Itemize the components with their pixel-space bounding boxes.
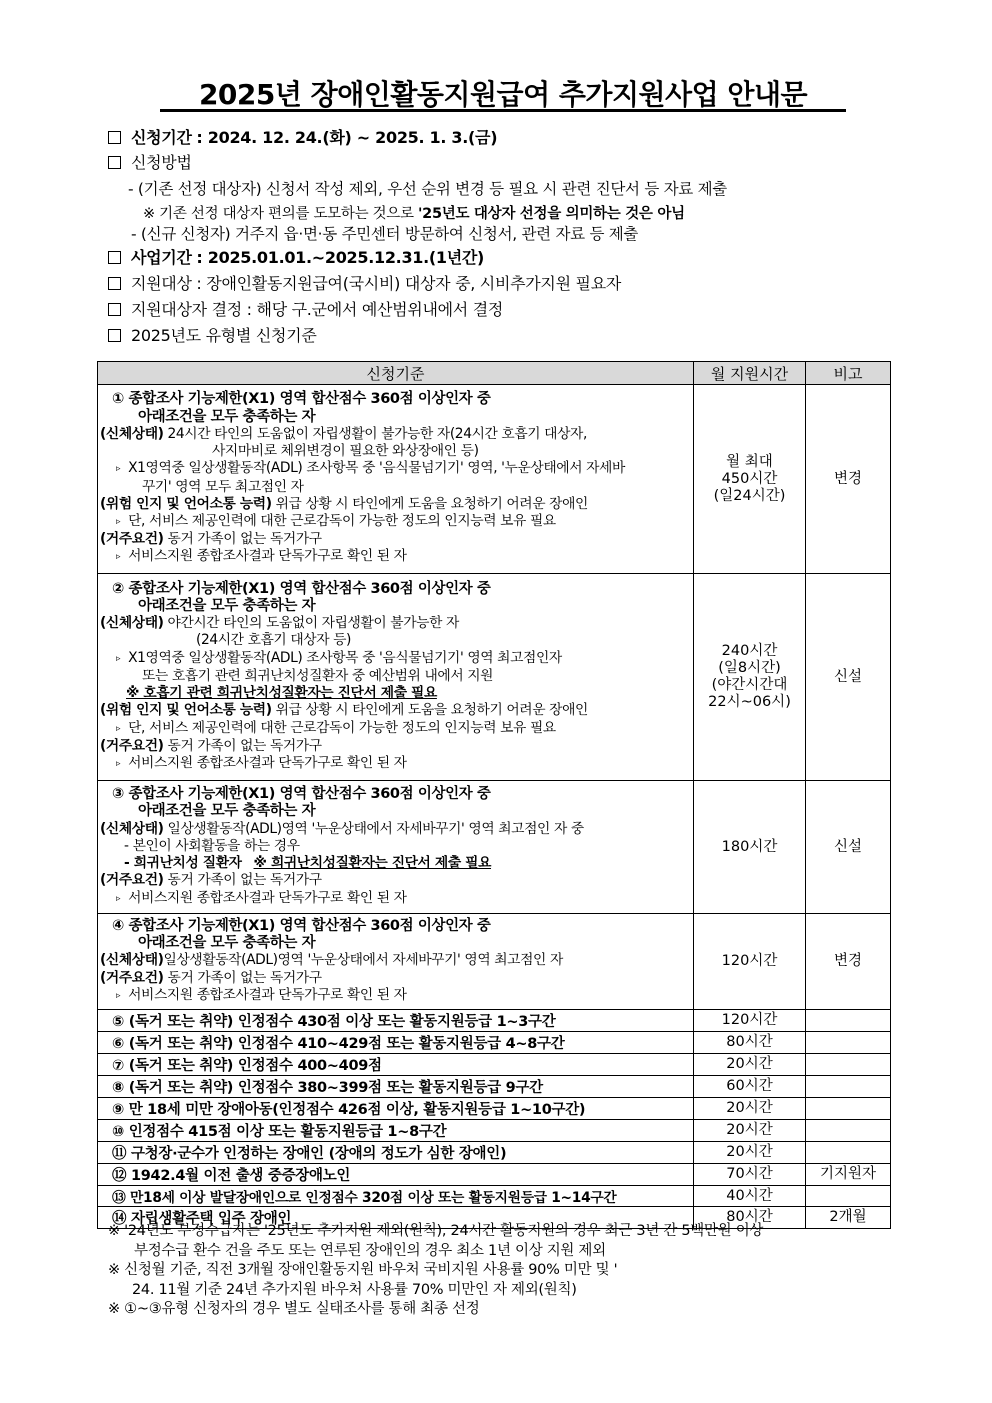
criteria-line	[112, 890, 689, 908]
criteria-cell: ⑭ 자립생활주택 입주 장애인	[98, 1207, 694, 1229]
table-row	[98, 1142, 891, 1164]
note-cell: 신설	[806, 574, 891, 781]
hours-cell: 40시간	[694, 1186, 806, 1207]
condition-text: 동거 가족이 없는 독거가구	[163, 872, 322, 889]
method-existing-note	[143, 203, 685, 225]
method-existing: - (기존 선정 대상자) 신청서 작성 제외, 우선 순위 변경 등 필요 시 관련 진단서 등 자료 제출	[128, 180, 727, 198]
application-period	[108, 127, 497, 149]
criteria-cell: ⑦ (독거 또는 취약) 인정점수 400~409점	[98, 1054, 694, 1076]
condition-text: 위급 상황 시 타인에게 도움을 요청하기 어려운 장애인	[271, 702, 588, 719]
criteria-line: 사지마비로 체위변경이 필요한 와상장애인 등)	[212, 443, 479, 460]
checkbox-square-icon	[108, 251, 121, 264]
business-period	[108, 247, 484, 269]
condition-text: 동거 가족이 없는 독거가구	[163, 531, 322, 548]
criteria-line	[100, 531, 689, 548]
criteria-cell	[98, 914, 694, 1010]
triangle-bullet-icon: ▹	[116, 723, 121, 734]
checkbox-square-icon	[108, 329, 121, 342]
criteria-cell: ⑩ 인정점수 415점 이상 또는 활동지원등급 1~8구간	[98, 1120, 694, 1142]
note-cell	[806, 1120, 891, 1142]
method-new: - (신규 신청자) 거주지 읍·면·동 주민센터 방문하여 신청서, 관련 자료 등 제출	[131, 225, 639, 243]
support-decision	[108, 299, 503, 321]
criteria-line	[112, 720, 689, 738]
criteria-heading	[108, 325, 317, 347]
hours-cell: 120시간	[694, 914, 806, 1010]
note-cell	[806, 1054, 891, 1076]
criteria-text: X1영역중 일상생활동작(ADL) 조사항목 중 '음식물넘기기' 영역 최고점인자	[128, 649, 562, 666]
criteria-line: ③ 종합조사 기능제한(X1) 영역 합산점수 360점 이상인자 중	[112, 786, 491, 803]
criteria-line	[100, 702, 689, 719]
criteria-cell: ⑬ 만18세 이상 발달장애인으로 인정점수 320점 이상 또는 활동지원등급 1~14구간	[98, 1186, 694, 1207]
table-row	[98, 914, 891, 1010]
criteria-line	[100, 496, 689, 513]
table-row	[98, 1164, 891, 1186]
criteria-line: 아래조건을 모두 충족하는 자	[138, 935, 316, 952]
criteria-line	[112, 987, 689, 1005]
condition-text: - 희귀난치성 질환자	[124, 855, 242, 872]
criteria-line: 꾸기' 영역 모두 최고점인 자	[142, 478, 304, 495]
hours-cell: 70시간	[694, 1164, 806, 1186]
criteria-line	[100, 952, 689, 969]
hours-cell: 120시간	[694, 1010, 806, 1032]
hours-cell: 20시간	[694, 1054, 806, 1076]
hours-line: (야간시간대	[711, 677, 788, 693]
criteria-line	[100, 872, 689, 889]
condition-label: (거주요건)	[100, 872, 164, 889]
note-cell: 신설	[806, 781, 891, 914]
criteria-line	[100, 821, 689, 838]
condition-text: 일상생활동작(ADL)영역 '누운상태에서 자세바꾸기' 영역 최고점인 자 중	[163, 820, 584, 837]
criteria-line: ① 종합조사 기능제한(X1) 영역 합산점수 360점 이상인자 중	[112, 391, 491, 408]
criteria-table	[97, 361, 891, 1229]
hours-line: 월 최대	[726, 453, 773, 470]
table-row	[98, 1010, 891, 1032]
hours-line: 450시간	[721, 470, 778, 487]
footnotes	[108, 1222, 763, 1320]
footnote-line: ※ 신청월 기준, 직전 3개월 장애인활동지원 바우처 국비지원 사용률 90% 미만 및 '	[108, 1262, 618, 1278]
triangle-bullet-icon: ▹	[116, 990, 121, 1001]
hours-line: 240시간	[721, 643, 778, 659]
note-cell	[806, 1098, 891, 1120]
application-method-label: 신청방법	[131, 153, 192, 172]
support-target	[108, 273, 621, 295]
checkbox-square-icon	[108, 131, 121, 144]
hours-cell: 20시간	[694, 1142, 806, 1164]
hours-cell: 20시간	[694, 1098, 806, 1120]
header-hours: 월 지원시간	[694, 362, 806, 385]
criteria-line: ② 종합조사 기능제한(X1) 영역 합산점수 360점 이상인자 중	[112, 580, 491, 597]
hours-cell: 20시간	[694, 1120, 806, 1142]
condition-text: 동거 가족이 없는 독거가구	[163, 737, 322, 754]
criteria-line	[112, 513, 689, 531]
criteria-text: 서비스지원 종합조사결과 단독가구로 확인 된 자	[128, 986, 407, 1003]
triangle-bullet-icon: ▹	[116, 758, 121, 769]
criteria-heading-text: 2025년도 유형별 신청기준	[131, 326, 317, 345]
business-period-label: 사업기간	[131, 248, 192, 267]
note-cell	[806, 1010, 891, 1032]
condition-label: (신체상태)	[100, 952, 164, 969]
footnote-line: 부정수급 환수 건을 주도 또는 연루된 장애인의 경우 최소 1년 이상 지원 제외	[134, 1242, 606, 1259]
condition-label: (위험 인지 및 언어소통 능력)	[100, 702, 272, 719]
note-cell	[806, 1186, 891, 1207]
footnote-line: ※ '24년도 부정수급자는 '25년도 추가지원 제외(원칙), 24시간 활동지원의 경우 최근 3년 간 5백만원 이상	[108, 1223, 764, 1239]
checkbox-square-icon	[108, 303, 121, 316]
page-title: 2025년 장애인활동지원급여 추가지원사업 안내문	[198, 78, 808, 111]
note-cell: 변경	[806, 914, 891, 1010]
hours-cell: 80시간	[694, 1207, 806, 1229]
criteria-line	[100, 426, 689, 443]
criteria-cell: ⑫ 1942.4월 이전 출생 중증장애노인	[98, 1164, 694, 1186]
table-row	[98, 1120, 891, 1142]
hours-cell	[694, 385, 806, 574]
criteria-text: 서비스지원 종합조사결과 단독가구로 확인 된 자	[128, 548, 407, 565]
table-row	[98, 1054, 891, 1076]
table-row	[98, 1076, 891, 1098]
header-note: 비고	[806, 362, 891, 385]
hours-line: (일24시간)	[713, 487, 786, 504]
triangle-bullet-icon: ▹	[116, 552, 121, 563]
header-criteria: 신청기준	[98, 362, 694, 385]
criteria-text: X1영역중 일상생활동작(ADL) 조사항목 중 '음식물넘기기' 영역, '누운상태에서 자세바	[128, 460, 625, 477]
criteria-line	[112, 855, 689, 872]
criteria-text: 단, 서비스 제공인력에 대한 근로감독이 가능한 정도의 인지능력 보유 필요	[128, 512, 556, 529]
condition-text: 야간시간 타인의 도움없이 자립생활이 불가능한 자	[163, 615, 459, 632]
criteria-line: 아래조건을 모두 충족하는 자	[138, 803, 316, 820]
condition-label: (거주요건)	[100, 737, 164, 754]
criteria-line: - 본인이 사회활동을 하는 경우	[124, 837, 300, 854]
condition-label: (신체상태)	[100, 615, 164, 632]
criteria-line	[112, 755, 689, 773]
hours-line: (일8시간)	[718, 660, 781, 676]
hours-cell: 80시간	[694, 1032, 806, 1054]
note-cell	[806, 1076, 891, 1098]
criteria-cell: ⑥ (독거 또는 취약) 인정점수 410~429점 또는 활동지원등급 4~8구간	[98, 1032, 694, 1054]
table-header-row	[98, 362, 891, 385]
checkbox-square-icon	[108, 277, 121, 290]
criteria-line: ④ 종합조사 기능제한(X1) 영역 합산점수 360점 이상인자 중	[112, 917, 491, 934]
table-row	[98, 1186, 891, 1207]
condition-text: 동거 가족이 없는 독거가구	[163, 969, 322, 986]
criteria-line: (24시간 호흡기 대상자 등)	[196, 632, 352, 649]
support-target-text: 지원대상 : 장애인활동지원급여(국시비) 대상자 중, 시비추가지원 필요자	[131, 274, 622, 293]
criteria-line	[112, 548, 689, 566]
table-row	[98, 781, 891, 914]
support-decision-text: 지원대상자 결정 : 해당 구.군에서 예산범위내에서 결정	[131, 300, 504, 319]
criteria-line	[112, 460, 689, 478]
condition-text: 일상생활동작(ADL)영역 '누운상태에서 자세바꾸기' 영역 최고점인 자	[163, 952, 563, 969]
criteria-text: 서비스지원 종합조사결과 단독가구로 확인 된 자	[128, 754, 407, 771]
condition-label: (거주요건)	[100, 969, 164, 986]
criteria-cell	[98, 781, 694, 914]
condition-label: (거주요건)	[100, 531, 164, 548]
criteria-line	[100, 615, 689, 632]
criteria-cell: ⑪ 구청장·군수가 인정하는 장애인 (장애의 정도가 심한 장애인)	[98, 1142, 694, 1164]
criteria-cell: ⑧ (독거 또는 취약) 인정점수 380~399점 또는 활동지원등급 9구간	[98, 1076, 694, 1098]
method-existing-note-plain: ※ 기존 선정 대상자 편의를 도모하는 것으로	[143, 206, 419, 222]
business-period-value: : 2025.01.01.~2025.12.31.(1년간)	[196, 248, 485, 267]
criteria-line: 아래조건을 모두 충족하는 자	[138, 408, 316, 425]
footnote-line: 24. 11월 기준 24년 추가지원 바우처 사용률 70% 미만인 자 제외(원칙)	[132, 1281, 577, 1298]
note-cell: 2개월	[806, 1207, 891, 1229]
condition-text: 위급 상황 시 타인에게 도움을 요청하기 어려운 장애인	[271, 495, 588, 512]
criteria-cell: ⑤ (독거 또는 취약) 인정점수 430점 이상 또는 활동지원등급 1~3구간	[98, 1010, 694, 1032]
condition-text: 24시간 타인의 도움없이 자립생활이 불가능한 자(24시간 호흡기 대상자,	[163, 425, 587, 442]
application-method	[108, 152, 192, 174]
criteria-cell: ⑨ 만 18세 미만 장애아동(인정점수 426점 이상, 활동지원등급 1~10구간)	[98, 1098, 694, 1120]
condition-label: (신체상태)	[100, 820, 164, 837]
note-cell: 변경	[806, 385, 891, 574]
criteria-line: 아래조건을 모두 충족하는 자	[138, 598, 316, 615]
triangle-bullet-icon: ▹	[116, 893, 121, 904]
hours-cell: 180시간	[694, 781, 806, 914]
triangle-bullet-icon: ▹	[116, 464, 121, 475]
application-period-label: 신청기간	[131, 128, 192, 147]
note-cell: 기지원자	[806, 1164, 891, 1186]
criteria-line: 또는 호흡기 관련 희귀난치성질환자 중 예산범위 내에서 지원	[142, 667, 494, 684]
triangle-bullet-icon: ▹	[116, 653, 121, 664]
criteria-line	[100, 738, 689, 755]
title-underline	[160, 109, 846, 112]
criteria-cell	[98, 385, 694, 574]
table-row	[98, 385, 891, 574]
footnote-line: ※ ①~③유형 신청자의 경우 별도 실태조사를 통해 최종 선정	[108, 1301, 480, 1317]
hours-cell	[694, 574, 806, 781]
triangle-bullet-icon: ▹	[116, 516, 121, 527]
criteria-line: ※ 호흡기 관련 희귀난치성질환자는 진단서 제출 필요	[126, 685, 437, 702]
hours-cell: 60시간	[694, 1076, 806, 1098]
condition-note: ※ 희귀난치성질환자는 진단서 제출 필요	[253, 855, 492, 872]
criteria-cell	[98, 574, 694, 781]
table-row	[98, 574, 891, 781]
note-cell	[806, 1032, 891, 1054]
criteria-text: 단, 서비스 제공인력에 대한 근로감독이 가능한 정도의 인지능력 보유 필요	[128, 719, 556, 736]
method-existing-note-bold: '25년도 대상자 선정을 의미하는 것은 아님	[418, 206, 685, 222]
criteria-text: 서비스지원 종합조사결과 단독가구로 확인 된 자	[128, 889, 407, 906]
condition-label: (신체상태)	[100, 425, 164, 442]
criteria-line	[100, 970, 689, 987]
hours-line: 22시~06시)	[708, 694, 791, 710]
table-row	[98, 1098, 891, 1120]
note-cell	[806, 1142, 891, 1164]
condition-label: (위험 인지 및 언어소통 능력)	[100, 495, 272, 512]
criteria-line	[112, 650, 689, 668]
checkbox-square-icon	[108, 156, 121, 169]
table-row	[98, 1032, 891, 1054]
application-period-value: : 2024. 12. 24.(화) ~ 2025. 1. 3.(금)	[196, 128, 498, 147]
